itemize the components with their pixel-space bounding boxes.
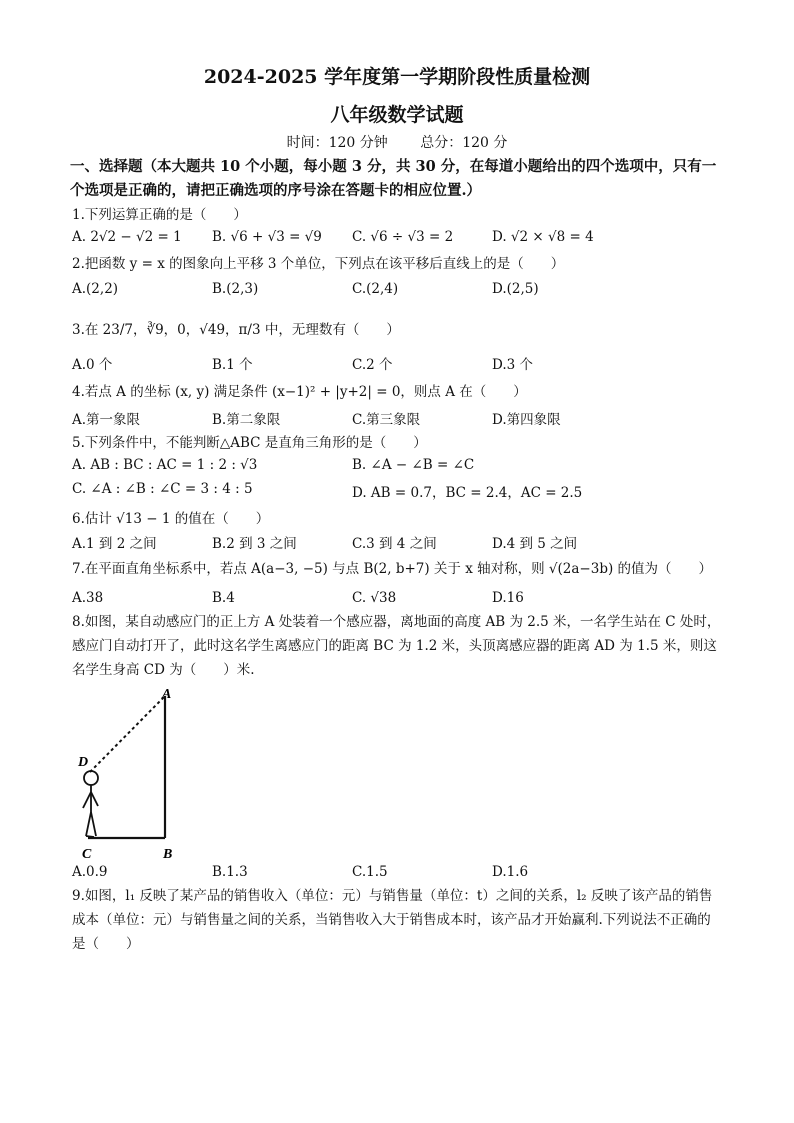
student-figure: [83, 771, 98, 837]
option-a: A.(2,2): [72, 281, 119, 297]
time-limit: 时间：120 分钟: [286, 135, 388, 151]
dashed-line-da: [90, 696, 165, 772]
total-score: 总分：120 分: [420, 135, 508, 151]
option-c: C.1.5: [352, 864, 388, 880]
option-d: D. √2 × √8 = 4: [492, 229, 594, 245]
option-d: D.1.6: [492, 864, 529, 880]
option-c: C.第三象限: [352, 412, 421, 428]
option-c: C. √38: [352, 590, 397, 606]
question-1-stem: 1.下列运算正确的是（ ）: [72, 207, 247, 223]
question-2-stem: 2.把函数 y = x 的图象向上平移 3 个单位，下列点在该平移后直线上的是（ ）: [72, 256, 565, 272]
option-d: D.(2,5): [492, 281, 539, 297]
exam-subtitle: 八年级数学试题: [330, 104, 464, 126]
section-heading: 一、选择题（本大题共 10 个小题，每小题 3 分，共 30 分，在每道小题给出的四个选项中，只有一个选项是正确的，请把正确选项的序号涂在答题卡的相应位置.）: [70, 158, 717, 199]
question-6-stem: 6.估计 √13 − 1 的值在（ ）: [72, 511, 270, 527]
exam-title: 2024-2025 学年度第一学期阶段性质量检测: [203, 66, 591, 88]
option-b: B.1 个: [212, 357, 253, 373]
sensor-door-figure: [70, 684, 190, 864]
option-a: A.第一象限: [72, 412, 141, 428]
option-b: B. √6 + √3 = √9: [212, 229, 322, 245]
option-c: C. √6 ÷ √3 = 2: [352, 229, 454, 245]
question-4-stem: 4.若点 A 的坐标 (x, y) 满足条件 (x−1)² + |y+2| = 0，则点 A 在（ ）: [72, 384, 527, 400]
label-d: D: [78, 755, 89, 770]
label-c: C: [82, 847, 92, 862]
option-a: A. 2√2 − √2 = 1: [72, 229, 182, 245]
label-a: A: [162, 687, 172, 702]
option-d: D.4 到 5 之间: [492, 536, 578, 552]
option-d: D.第四象限: [492, 412, 561, 428]
option-d: D.3 个: [492, 357, 534, 373]
question-5-stem: 5.下列条件中，不能判断△ABC 是直角三角形的是（ ）: [72, 435, 427, 451]
option-c: C.2 个: [352, 357, 393, 373]
option-b: B.第二象限: [212, 412, 281, 428]
option-a: A.0.9: [72, 864, 108, 880]
option-c: C. ∠A : ∠B : ∠C = 3 : 4 : 5: [72, 481, 253, 497]
question-7-stem: 7.在平面直角坐标系中，若点 A(a−3, −5) 与点 B(2, b+7) 关于 x 轴对称，则 √(2a−3b) 的值为（ ）: [72, 561, 713, 577]
option-b: B.4: [212, 590, 235, 606]
option-d: D.16: [492, 590, 524, 606]
option-c: C.3 到 4 之间: [352, 536, 437, 552]
option-a: A.0 个: [72, 357, 113, 373]
option-b: B.1.3: [212, 864, 248, 880]
option-a: A. AB : BC : AC = 1 : 2 : √3: [72, 457, 258, 473]
question-3-stem: 3.在 23/7，∛9，0，√49，π/3 中，无理数有（ ）: [72, 322, 400, 338]
option-a: A.1 到 2 之间: [72, 536, 157, 552]
option-d: D. AB = 0.7，BC = 2.4，AC = 2.5: [352, 485, 583, 501]
exam-meta: [0, 132, 794, 152]
option-b: B. ∠A − ∠B = ∠C: [352, 457, 475, 473]
option-b: B.2 到 3 之间: [212, 536, 297, 552]
option-c: C.(2,4): [352, 281, 399, 297]
question-9-stem: 9.如图，l₁ 反映了某产品的销售收入（单位：元）与销售量（单位：t）之间的关系，l₂ 反映了该产品的销售成本（单位：元）与销售量之间的关系，当销售收入大于销售成本时，该产品才开始赢利.下列说法不正确的是（ ）: [72, 888, 713, 952]
option-b: B.(2,3): [212, 281, 259, 297]
question-8-stem: 8.如图，某自动感应门的正上方 A 处装着一个感应器，离地面的高度 AB 为 2.5 米，一名学生站在 C 处时，感应门自动打开了，此时这名学生离感应门的距离 BC 为 1.2 米，头顶离感应器的距离 AD 为 1.5 米，则这名学生身高 CD 为（ ）米.: [72, 614, 721, 678]
label-b: B: [163, 847, 173, 862]
option-a: A.38: [72, 590, 104, 606]
